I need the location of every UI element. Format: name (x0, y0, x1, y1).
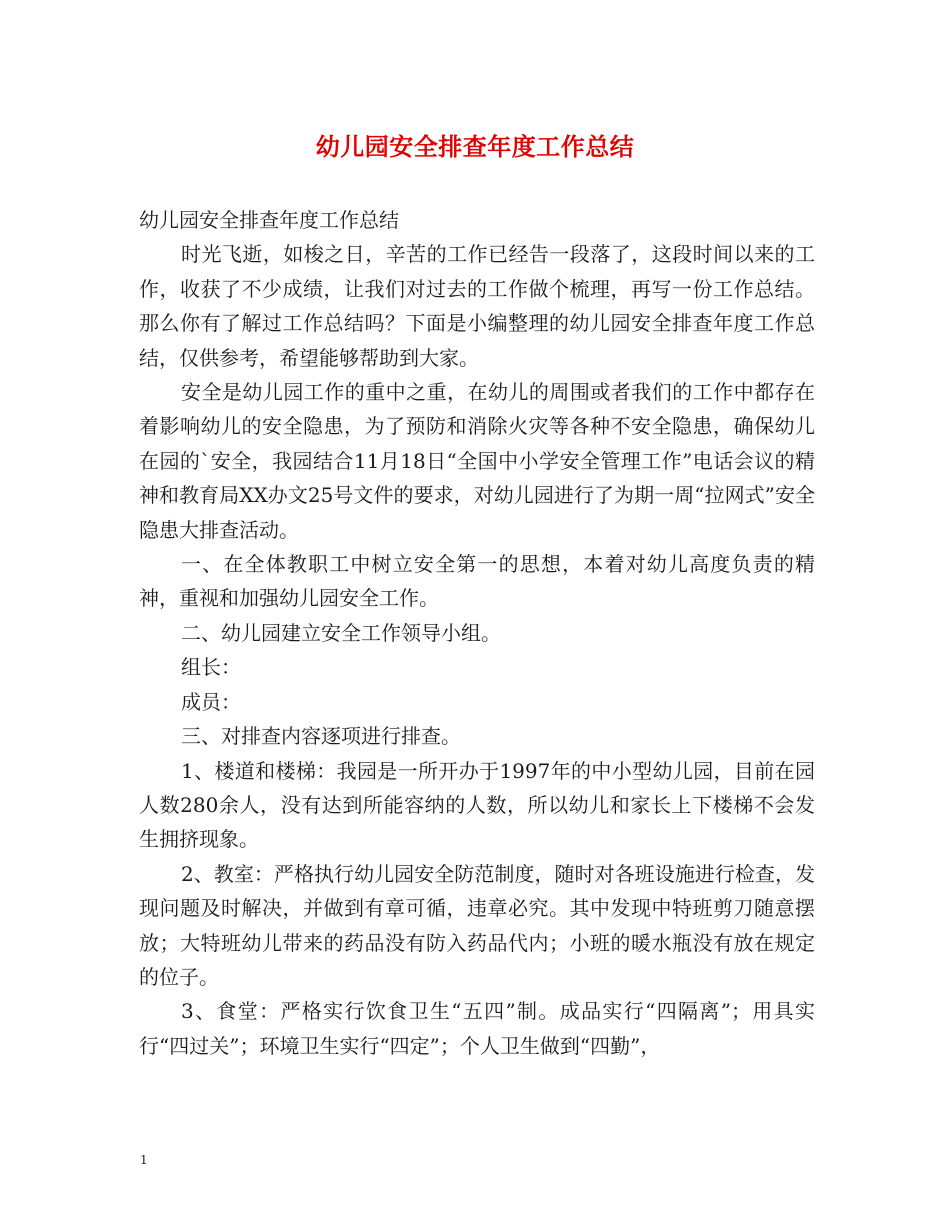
paragraph-item-1: 一、在全体教职工中树立安全第一的思想，本着对幼儿高度负责的精神，重视和加强幼儿园安全工作。 (139, 552, 815, 611)
document-body (139, 203, 815, 1063)
paragraph-members: 成员： (181, 689, 241, 714)
page-number: 1 (140, 1153, 148, 1167)
paragraph-intro: 时光飞逝，如梭之日，辛苦的工作已经告一段落了，这段时间以来的工作，收获了不少成绩，让我们对过去的工作做个梳理，再写一份工作总结。那么你有了解过工作总结吗？下面是小编整理的幼儿园安全排查年度工作总结，仅供参考，希望能够帮助到大家。 (139, 242, 815, 370)
paragraph-corridor: 1、楼道和楼梯：我园是一所开办于1997年的中小型幼儿园，目前在园人数280余人，没有达到所能容纳的人数，所以幼儿和家长上下楼梯不会发生拥挤现象。 (139, 758, 815, 852)
paragraph-classroom: 2、教室：严格执行幼儿园安全防范制度，随时对各班设施进行检查，发现问题及时解决，并做到有章可循，违章必究。其中发现中特班剪刀随意摆放；大特班幼儿带来的药品没有防入药品代内；小班的暖水瓶没有放在规定的位子。 (139, 861, 815, 989)
paragraph-safety: 安全是幼儿园工作的重中之重，在幼儿的周围或者我们的工作中都存在着影响幼儿的安全隐患，为了预防和消除火灾等各种不安全隐患，确保幼儿在园的`安全，我园结合11月18日“全国中小学安全管理工作”电话会议的精神和教育局XX办文25号文件的要求，对幼儿园进行了为期一周“拉网式”安全隐患大排查活动。 (139, 380, 815, 542)
document-title: 幼儿园安全排查年度工作总结 (315, 132, 635, 161)
paragraph-item-3: 三、对排查内容逐项进行排查。 (181, 724, 461, 749)
paragraph-item-2: 二、幼儿园建立安全工作领导小组。 (181, 620, 501, 645)
paragraph-subtitle: 幼儿园安全排查年度工作总结 (139, 208, 399, 232)
paragraph-canteen: 3、食堂：严格实行饮食卫生“五四”制。成品实行“四隔离”；用具实行“四过关”；环境卫生实行“四定”；个人卫生做到“四勤”， (139, 999, 815, 1058)
paragraph-group-leader: 组长： (181, 655, 241, 680)
